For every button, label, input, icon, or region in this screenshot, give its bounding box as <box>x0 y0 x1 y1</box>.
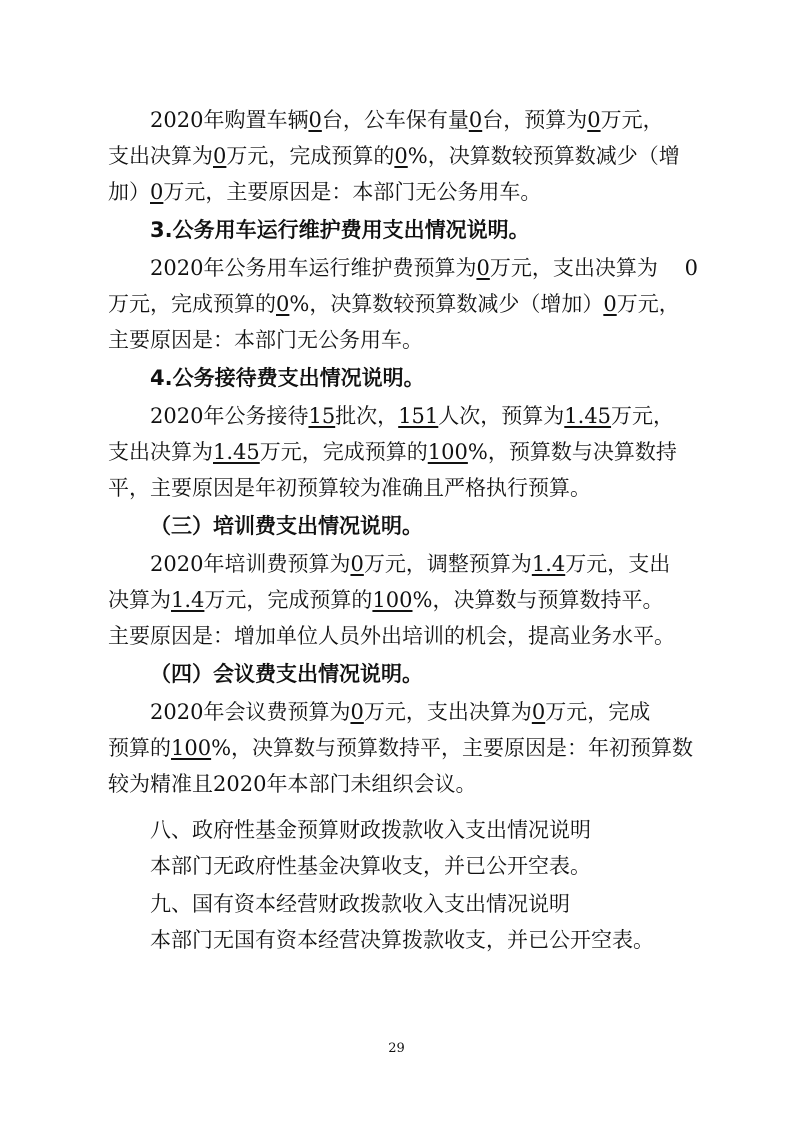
maintenance-completion: 0 <box>276 292 290 316</box>
reception-line-2: 支出决算为1.45万元，完成预算的100%，预算数与决算数持 <box>108 440 677 464</box>
vehicle-change: 0 <box>150 180 164 204</box>
vehicles-owned: 0 <box>468 108 483 132</box>
meeting-actual: 0 <box>531 700 546 724</box>
section-heading-meeting: （四）会议费支出情况说明。 <box>150 662 423 686</box>
vehicle-actual: 0 <box>213 144 227 168</box>
reception-line-3: 平，主要原因是年初预算较为准确且严格执行预算。 <box>108 476 591 500</box>
vehicle-budget: 0 <box>587 108 601 132</box>
maintenance-actual: 0 <box>684 256 698 280</box>
section-heading-reception: 4.公务接待费支出情况说明。 <box>150 366 425 390</box>
meeting-completion: 100 <box>171 736 212 760</box>
reception-budget: 1.45 <box>564 404 612 428</box>
reception-persons: 151 <box>398 404 439 428</box>
vehicles-purchased: 0 <box>308 108 322 132</box>
maintenance-line-2: 万元，完成预算的0%，决算数较预算数减少（增加）0万元， <box>108 292 680 316</box>
section-heading-government-fund: 八、政府性基金预算财政拨款收入支出情况说明 <box>150 818 591 842</box>
vehicle-completion: 0 <box>394 144 408 168</box>
training-adjusted-budget: 1.4 <box>531 552 566 576</box>
state-capital-text: 本部门无国有资本经营决算拨款收支，并已公开空表。 <box>150 928 654 952</box>
maintenance-line-1: 2020年公务用车运行维护费预算为0万元，支出决算为 0 <box>150 256 698 280</box>
meeting-line-2: 预算的100%，决算数与预算数持平，主要原因是：年初预算数 <box>108 736 694 760</box>
training-line-1: 2020年培训费预算为0万元，调整预算为1.4万元，支出 <box>150 552 671 576</box>
section-heading-state-capital: 九、国有资本经营财政拨款收入支出情况说明 <box>150 892 570 916</box>
vehicle-purchase-line-1: 2020年购置车辆0台，公车保有量0台，预算为0万元， <box>150 108 664 132</box>
section-heading-vehicle-maintenance: 3.公务用车运行维护费用支出情况说明。 <box>150 218 530 242</box>
training-budget: 0 <box>350 552 364 576</box>
section-heading-training: （三）培训费支出情况说明。 <box>150 514 423 538</box>
reception-line-1: 2020年公务接待15批次，151人次，预算为1.45万元， <box>150 404 675 428</box>
vehicle-purchase-line-3: 加）0万元，主要原因是：本部门无公务用车。 <box>108 180 542 204</box>
meeting-line-3: 较为精准且2020年本部门未组织会议。 <box>108 772 477 796</box>
vehicle-purchase-line-2: 支出决算为0万元，完成预算的0%，决算数较预算数减少（增 <box>108 144 680 168</box>
reception-batches: 15 <box>308 404 336 428</box>
page-number: 29 <box>388 1041 405 1056</box>
reception-completion: 100 <box>427 440 468 464</box>
government-fund-text: 本部门无政府性基金决算收支，并已公开空表。 <box>150 854 591 878</box>
maintenance-line-3: 主要原因是：本部门无公务用车。 <box>108 328 423 352</box>
training-line-3: 主要原因是：增加单位人员外出培训的机会，提高业务水平。 <box>108 624 675 648</box>
training-completion: 100 <box>372 588 413 612</box>
training-actual: 1.4 <box>171 588 205 612</box>
maintenance-budget: 0 <box>476 256 490 280</box>
reception-actual: 1.45 <box>213 440 260 464</box>
training-line-2: 决算为1.4万元，完成预算的100%，决算数与预算数持平。 <box>108 588 664 612</box>
maintenance-change: 0 <box>603 292 617 316</box>
meeting-line-1: 2020年会议费预算为0万元，支出决算为0万元，完成 <box>150 700 651 724</box>
meeting-budget: 0 <box>350 700 364 724</box>
